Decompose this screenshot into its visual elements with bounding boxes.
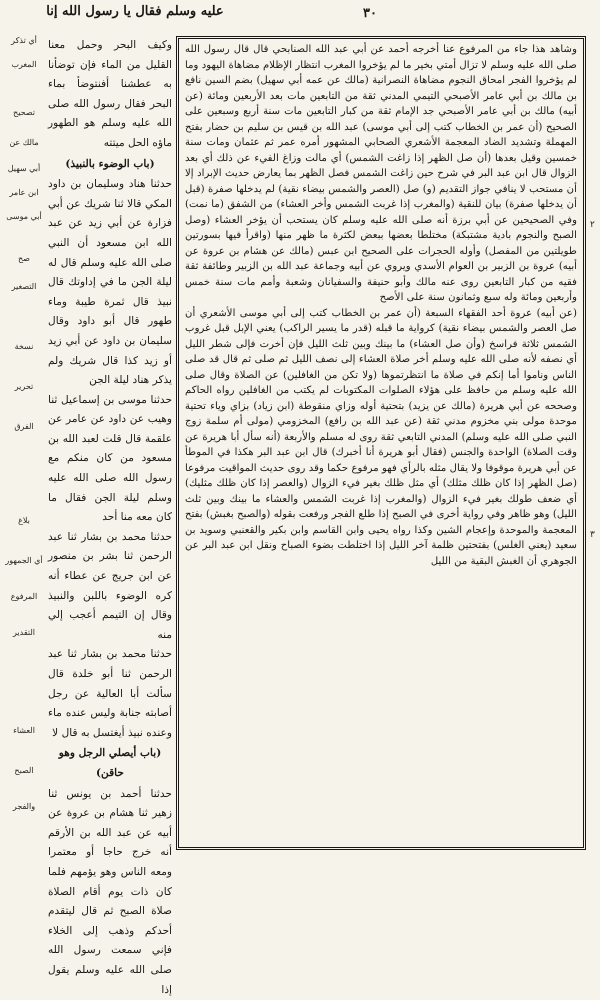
page-header	[0, 4, 600, 30]
side-paragraph: حدثنا محمد بن بشار ثنا عبد الرحمن ثنا بشر بن منصور عن ابن جريج عن عطاء أنه كره الوضوء باللبن والنبيذ وقال إن التيمم أعجب إلي منه	[48, 530, 172, 641]
margin-note: المرفوع	[10, 592, 38, 601]
margin-note: العشاء	[13, 726, 35, 735]
margin-note: بلاغ	[18, 516, 30, 525]
margin-note: الفرق	[14, 422, 34, 431]
margin-note: تحرير	[14, 382, 34, 391]
margin-note: والفجر	[12, 802, 36, 811]
right-margin-mark: ٣	[590, 530, 595, 540]
side-paragraph: حدثنا محمد بن بشار ثنا عبد الرحمن ثنا أبو خلدة قال سألت أبا العالية عن رجل أصابته جنابة وليس عنده ماء وعنده نبيذ أيغتسل به قال لا	[48, 648, 172, 739]
margin-note: أبي سهيل	[7, 164, 41, 173]
margin-note: أبي موسى	[6, 212, 42, 221]
margin-note: التقدير	[13, 628, 35, 637]
margin-note: المغرب	[11, 60, 37, 69]
margin-note: أي الجمهور	[5, 556, 43, 565]
margin-note: ابن عامر	[9, 188, 39, 197]
page-number: ٣٠	[363, 6, 377, 21]
running-title: عليه وسلم فقال يا رسول الله إنا	[46, 4, 224, 19]
side-paragraph: وكيف البحر وحمل معنا القليل من الماء فإن توضأنا به عطشنا أفنتوضأ بماء البحر فقال رسول الله صلى الله عليه وسلم هو الطهور ماؤه الحل ميتته	[48, 39, 172, 149]
side-hadith-column	[48, 36, 172, 996]
main-paragraph: وشاهد هذا جاء من المرفوع عنا أخرجه أحمد عن أبي عبد الله الصنابحي قال قال رسول الله صلى الله عليه وسلم لا تزال أمتي بخير ما لم يؤخروا المغرب انتظار الإظلام مضاهاة اليهود وما لم يؤخروا الفجر امحاق النجوم مضاهاة النصرانية (مالك عن عمه أبي سهيل) بضم السين نافع بن مالك بن أبي عامر الأصبحي التيمي المدني ثقة من التابعين مات بعد الأربعين ومائة (عن أبيه) مالك بن أبي عامر الأصبحي جد الإمام ثقة من كبار التابعين مات سنة أربع وسبعين على الصحيح (أن عمر بن الخطاب كتب إلى أبي موسى) عبد الله بن قيس بن سليم بن حضار بفتح المهملة وتشديد الضاد المعجمة الأشعري الصحابي المشهور أمره عمر ثم عثمان ومات سنة خمسين وقيل بعدها (أن صل الظهر إذا زاغت الشمس) أي مالت وزاغ الفيء عن ذلك أي بعد الزوال قال ابن عبد البر في شرح حين زاغت الشمس فصل الظهر بما يعارض حديث الإبراد إلا أن مستحب لا ينافي جواز التقديم (و) صل (العصر والشمس بيضاء نقية) لم يدخلها صفرة (قبل أن يدخلها صفرة) بيان للنقية (والمغرب إذا غربت الشمس وأخر العشاء) من الشفق (ما نمت) وفي الصحيحين عن أبي برزة أنه صلى الله عليه وسلم كان يستحب أن يؤخر العشاء (وصل الصبح والنجوم بادية مشتبكة) مختلطا بعضها ببعض لكثرة ما ظهر منها (واقرأ فيها بسورتين طويلتين من المفصل) وأوله الحجرات على الصحيح ابن عبس (مالك عن هشام بن عروة عن أبيه) عروة بن الزبير بن العوام الأسدي ويروي عن أبيه وجماعة عبد الله بن الزبير وطائفة ثقة فقيه من كبار التابعين روى عنه مالك وأبو حنيفة والسفيانان وشعبة وأمم مات سنة خمس وأربعين ومائة وله سبع وثمانون سنة على الأصح	[185, 44, 577, 303]
margin-note: الصبح	[14, 766, 34, 775]
margin-note: نسخة	[14, 342, 34, 351]
right-margin-mark: ٢	[590, 220, 595, 230]
main-paragraph: (عن أبيه) عروة أحد الفقهاء السبعة (أن عمر بن الخطاب كتب إلى أبي موسى الأشعري أن صل العصر والشمس بيضاء نقية) كرواية ما قبله (قدر ما يسير الراكب) يعني الإبل قبل غروب الشمس ثلاثة فراسخ (وأن صل العشاء) ما بينك وبين ثلث الليل فإن أخرت فإلى شطر الليل أي نصفه لأنه صلى الله عليه وسلم أخر صلاة العشاء إلى نصف الليل ثم صلى ثم قال قد صلى الناس وناموا أما إنكم في صلاة ما انتظرتموها (ولا تكن من الغافلين) عن الصلاة وقال صلى الله عليه وسلم من حافظ على هؤلاء الصلوات المكتوبات لم يكتب من الغافلين رواه الحاكم وصححه عن أبي هريرة (مالك عن يزيد) بتحتية أوله وزاي منقوطة (ابن زياد) بزاي وياء تحتية موحدة مولى بني مخزوم مدني ثقة (عن عبد الله بن رافع) المخزومي (مولى أم سلمة زوج النبي صلى الله عليه وسلم) المدني التابعي ثقة روى له مسلم والأربعة (أنه سأل أبا هريرة عن وقت الصلاة) الواحدة والجنس (فقال أبو هريرة أنا أخبرك) قال ابن عبد البر هكذا في الموطأ عن أبي هريرة موقوفا ولا يقال مثله بالرأي فهو مرفوع حكما وقد روى حديث المواقيت مرفوعا (صل الظهر إذا كان ظلك مثلك) أي مثل ظلك بغير فيء الزوال (والعصر إذا كان ظلك مثليك) أي ضعف طولك بغير فيء الزوال (والمغرب إذا غربت الشمس والعشاء ما بينك وبين ثلث الليل) وهو ظاهر وفي رواية أخرى في الصبح إذا طلع الفجر ورفعت بقوله (والصبح بغبش) بفتح المعجمة والموحدة وإعجام الشين وكذا رواه يحيى وابن القاسم وابن بكير والقعنبي وسويد بن سعيد (يعني الغلس) بفتحتين ظلمة آخر الليل إذا اختلطت بضوء الصباح ونقل ابن عبد البر عن الجوهري أن الغبش البقية من الليل	[185, 307, 577, 567]
main-commentary-frame	[176, 36, 586, 850]
chapter-heading: (باب الوضوء بالنبيذ)	[65, 157, 155, 170]
chapter-heading: (باب أيصلي الرجل وهو حاقن)	[58, 747, 162, 779]
side-paragraph: حدثنا موسى بن إسماعيل ثنا وهيب عن داود عن عامر عن علقمة قال قلت لعبد الله بن مسعود من كان منكم مع رسول الله صلى الله عليه وسلم ليلة الجن فقال ما كان معه منا أحد	[48, 393, 172, 524]
margin-note: التصغير	[11, 282, 37, 291]
margin-note: أي تذكر	[11, 36, 37, 45]
side-paragraph: حدثنا هناد وسليمان بن داود المكي قالا ثنا شريك عن أبي فزارة عن أبي زيد عن عبد الله ابن مسعود أن النبي صلى الله عليه وسلم قال له ليلة الجن ما في إداوتك قال نبيذ قال ثمرة طيبة وماء طهور قال أبو داود وقال سليمان بن داود عن أبي زيد أو زيد كذا قال شريك ولم يذكر هناد ليلة الجن	[48, 178, 172, 387]
margin-note: تصحيح	[13, 108, 35, 117]
left-margin-notes	[2, 36, 46, 850]
margin-note: مالك عن	[9, 138, 39, 147]
side-paragraph: حدثنا أحمد بن يونس ثنا زهير ثنا هشام بن عروة عن أبيه عن عبد الله بن الأرقم أنه خرج حاجا أو معتمرا ومعه الناس وهو يؤمهم فلما كان ذات يوم أقام الصلاة صلاة الصبح ثم قال ليتقدم أحدكم وذهب إلى الخلاء فإني سمعت رسول الله صلى الله عليه وسلم يقول إذا	[48, 787, 172, 996]
margin-note: صح	[18, 254, 30, 263]
